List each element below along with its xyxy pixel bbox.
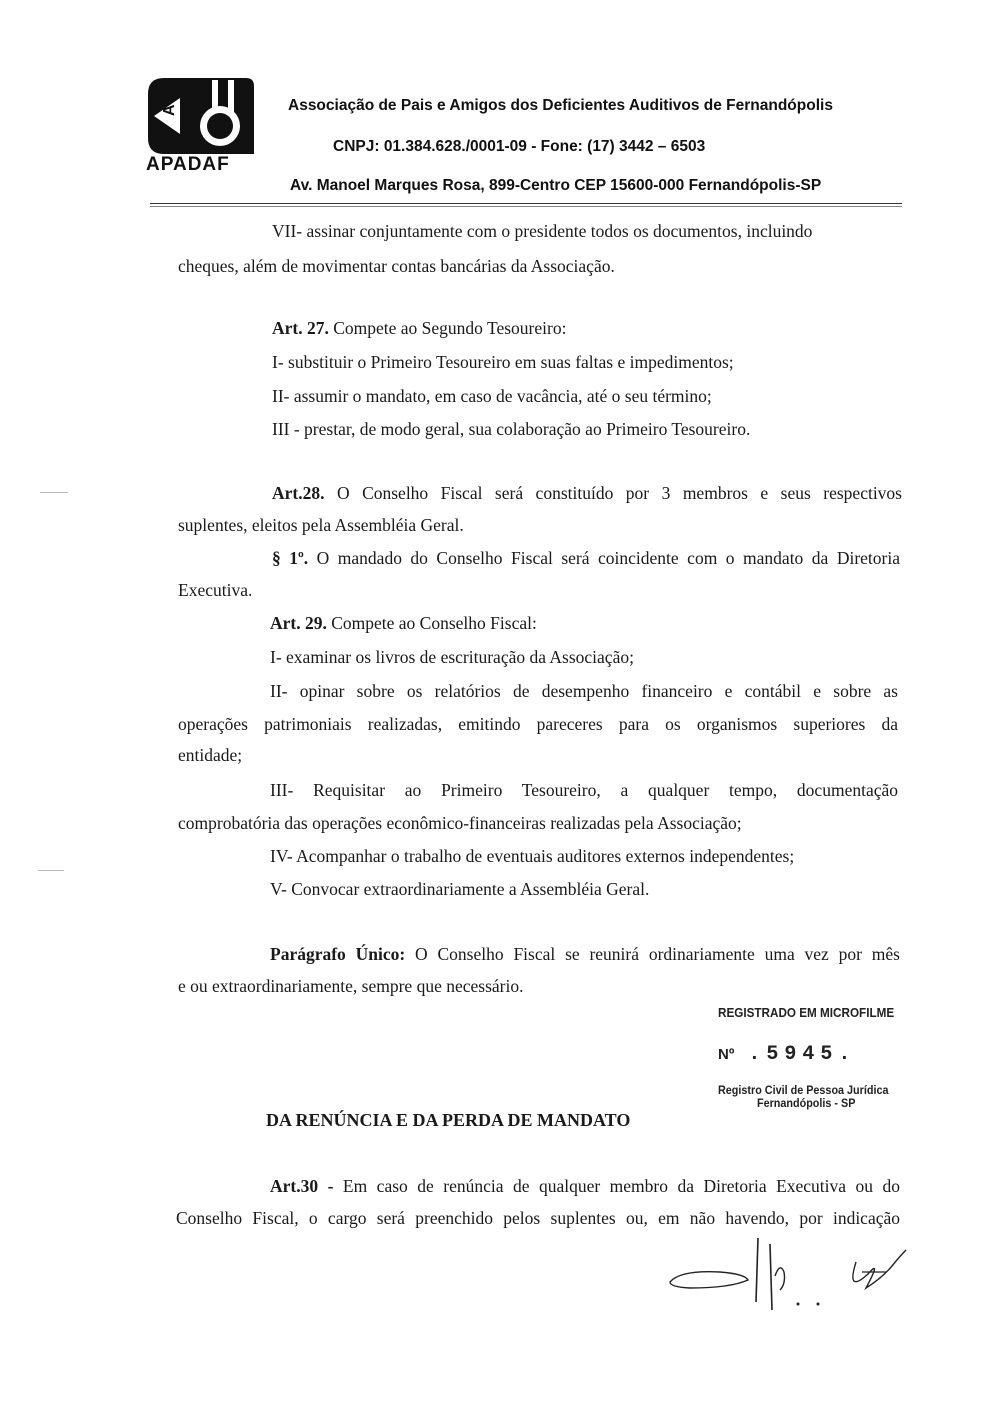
art27-item-ii: II- assumir o mandato, em caso de vacância, até o seu término; bbox=[272, 386, 712, 406]
stamp-number: .5945. bbox=[748, 1043, 857, 1066]
paragrafo-unico-text: O Conselho Fiscal se reunirá ordinariamente uma vez por mês bbox=[405, 944, 900, 964]
header-divider-2 bbox=[150, 206, 902, 207]
art29-item-iii-line1: III- Requisitar ao Primeiro Tesoureiro, a qualquer tempo, documentação bbox=[270, 780, 898, 800]
signature-mark bbox=[660, 1232, 920, 1322]
svg-text:A: A bbox=[161, 104, 178, 116]
art30-line2: Conselho Fiscal, o cargo será preenchido pelos suplentes ou, em não havendo, por indicação bbox=[176, 1208, 900, 1228]
art29-item-ii-line3: entidade; bbox=[178, 745, 243, 765]
stamp-registry-line: Registro Civil de Pessoa Jurídica bbox=[718, 1083, 889, 1097]
cnpj-line: CNPJ: 01.384.628./0001-09 - Fone: (17) 3442 – 6503 bbox=[333, 138, 706, 155]
art29-item-iv: IV- Acompanhar o trabalho de eventuais auditores externos independentes; bbox=[270, 846, 795, 866]
art29-text: Compete ao Conselho Fiscal: bbox=[326, 613, 537, 633]
section-heading: DA RENÚNCIA E DA PERDA DE MANDATO bbox=[266, 1110, 631, 1130]
art29-item-ii-line2: operações patrimoniais realizadas, emitindo pareceres para os organismos superiores da bbox=[178, 714, 898, 734]
ear-logo-icon bbox=[146, 76, 258, 156]
art27-text: Compete ao Segundo Tesoureiro: bbox=[328, 318, 567, 338]
art27-item-iii: III - prestar, de modo geral, sua colaboração ao Primeiro Tesoureiro. bbox=[272, 419, 751, 439]
art28-line2: suplentes, eleitos pela Assembléia Geral. bbox=[178, 515, 464, 535]
item-vii-line1: VII- assinar conjuntamente com o presidente todos os documentos, incluindo bbox=[272, 221, 813, 241]
item-vii-line2: cheques, além de movimentar contas bancárias da Associação. bbox=[178, 256, 615, 276]
par1-line1 bbox=[272, 548, 900, 568]
art27-heading bbox=[272, 318, 566, 338]
scan-mark bbox=[40, 492, 68, 493]
apadaf-logo bbox=[146, 76, 258, 176]
stamp-number-prefix: Nº bbox=[718, 1046, 735, 1063]
logo-text: APADAF bbox=[146, 154, 230, 175]
art29-item-v: V- Convocar extraordinariamente a Assembléia Geral. bbox=[270, 879, 650, 899]
par1-line2: Executiva. bbox=[178, 580, 253, 600]
paragrafo-unico-line2: e ou extraordinariamente, sempre que necessário. bbox=[178, 976, 524, 996]
par1-label: § 1º. bbox=[272, 548, 309, 568]
header-divider bbox=[150, 203, 902, 204]
scan-mark bbox=[38, 870, 64, 871]
art27-label: Art. 27. bbox=[272, 318, 329, 338]
stamp-city-line: Fernandópolis - SP bbox=[757, 1096, 856, 1110]
art29-item-ii-line1: II- opinar sobre os relatórios de desempenho financeiro e contábil e sobre as bbox=[270, 681, 898, 701]
art28-label: Art.28. bbox=[272, 483, 325, 503]
stamp-number-row bbox=[718, 1043, 856, 1066]
paragrafo-unico-line1 bbox=[270, 944, 900, 964]
art28-text: O Conselho Fiscal será constituído por 3 membros e seus respectivos bbox=[324, 483, 902, 503]
art27-item-i: I- substituir o Primeiro Tesoureiro em suas faltas e impedimentos; bbox=[272, 352, 734, 372]
org-name: Associação de Pais e Amigos dos Deficientes Auditivos de Fernandópolis bbox=[288, 97, 833, 114]
art30-line1 bbox=[270, 1176, 900, 1196]
art28-line1 bbox=[272, 483, 902, 503]
art29-heading bbox=[270, 613, 537, 633]
art30-text: Em caso de renúncia de qualquer membro da Diretoria Executiva ou do bbox=[333, 1176, 900, 1196]
art29-label: Art. 29. bbox=[270, 613, 327, 633]
address-line: Av. Manoel Marques Rosa, 899-Centro CEP 15600-000 Fernandópolis-SP bbox=[290, 177, 822, 194]
stamp-microfilm-line: REGISTRADO EM MICROFILME bbox=[718, 1005, 895, 1020]
art29-item-iii-line2: comprobatória das operações econômico-financeiras realizadas pela Associação; bbox=[178, 813, 742, 833]
art30-label: Art.30 - bbox=[270, 1176, 334, 1196]
art29-item-i: I- examinar os livros de escrituração da Associação; bbox=[270, 647, 634, 667]
par1-text: O mandado do Conselho Fiscal será coincidente com o mandato da Diretoria bbox=[308, 548, 900, 568]
paragrafo-unico-label: Parágrafo Único: bbox=[270, 944, 406, 964]
